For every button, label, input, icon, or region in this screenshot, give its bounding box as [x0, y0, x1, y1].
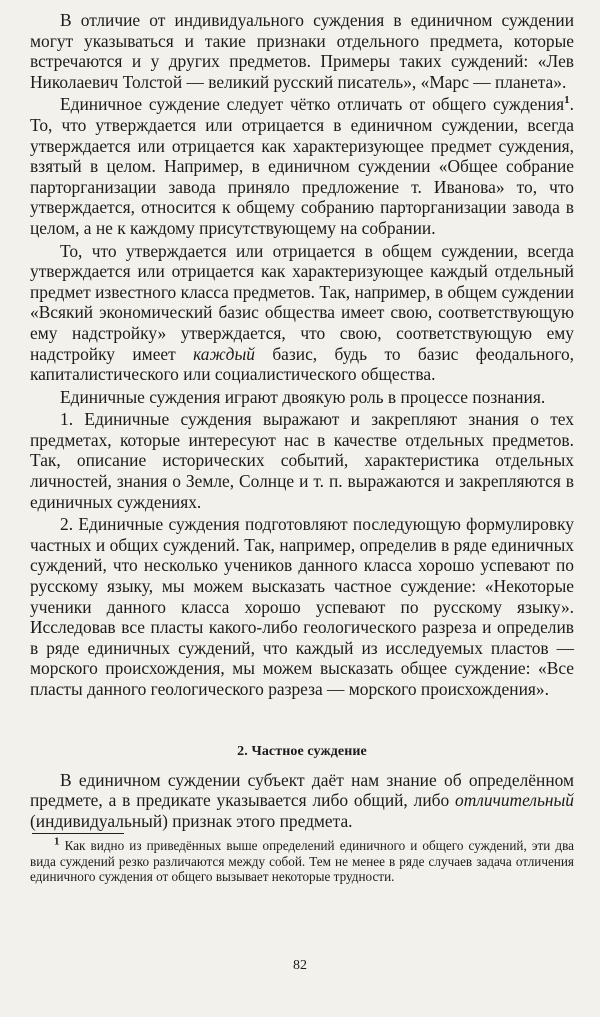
footnote-body: Как видно из приведённых выше определений единичного и общего суждений, эти два вида суждений резко различаются между собой. Тем не менее в ряде случаев задача отличения единичного суждения от общего вызывает некоторые трудности. [30, 838, 574, 885]
paragraph-2-start: Единичное суждение следует чётко отличать от общего суждения [60, 94, 565, 115]
footnote-text [30, 835, 574, 885]
paragraph-7-start: В единичном суждении субъект даёт нам знание об определённом предмете, а в предикате указывается либо общий, либо [30, 769, 574, 811]
paragraph-5: 1. Единичные суждения выражают и закрепляют знания о тех предметах, которые интересуют нас в качестве отдельных предметов. Так, описание исторических событий, характеристика отдельных личностей, знания о Земле, Солнце и т. п. выражаются и закрепляются в единичных суждениях. [30, 409, 574, 512]
main-text [30, 10, 574, 831]
paragraph-7 [30, 770, 574, 832]
paragraph-3 [30, 241, 574, 385]
page-number: 82 [293, 958, 307, 973]
paragraph-2-end: . То, что утверждается или отрицается в единичном суждении, всегда утверждается или отрицается как характеризующее предмет суждения, взятый в целом. Например, в единичном суждении «Общее собрание парторганизации завода приняло предложение т. Иванова» то, что утверждается, относится к общему собранию парторганизации завода в целом, а не к каждому присутствующему на собрании. [30, 94, 574, 238]
footnote-marker: 1 [54, 835, 60, 848]
footnote-divider [32, 833, 124, 834]
paragraph-7-end: (индивидуальный) признак этого предмета. [30, 810, 353, 831]
footnote [30, 835, 574, 885]
paragraph-3-start: То, что утверждается или отрицается в общем суждении, всегда утверждается или отрицается как характеризующее каждый отдельный предмет известного класса предметов. Так, например, в общем суждении «Всякий экономический базис общества имеет свою, соответствующую ему надстройку» утверждается, что свою, соответствующую ему надстройку имеет [30, 240, 574, 364]
footnote-reference: 1 [564, 94, 570, 107]
paragraph-1: В отличие от индивидуального суждения в единичном суждении могут указываться и такие признаки отдельного предмета, которые встречаются и у других предметов. Примеры таких суждений: «Лев Николаевич Толстой — великий русский писатель», «Марс — планета». [30, 10, 574, 92]
emphasis-word: каждый [193, 343, 255, 364]
paragraph-6: 2. Единичные суждения подготовляют последующую формулировку частных и общих суждений. Так, например, определив в ряде единичных суждений, что несколько учеников данного класса хорошо успевают по русскому языку, мы можем высказать частное суждение: «Некоторые ученики данного класса хорошо успевают по русскому языку». Исследовав все пласты какого-либо геологического разреза и определив в ряде единичных суждений, что каждый из исследуемых пластов — морского происхождения, мы можем высказать общее суждение: «Все пласты данного геологического разреза — морского происхождения». [30, 514, 574, 699]
section-heading: 2. Частное суждение [237, 743, 367, 759]
emphasis-word-2: отличительный [455, 790, 574, 811]
paragraph-4: Единичные суждения играют двоякую роль в процессе познания. [60, 386, 546, 407]
paragraph-3-end: базис, будь то базис феодального, капиталистического или социалистического общества. [30, 343, 574, 385]
paragraph-2 [30, 94, 574, 238]
